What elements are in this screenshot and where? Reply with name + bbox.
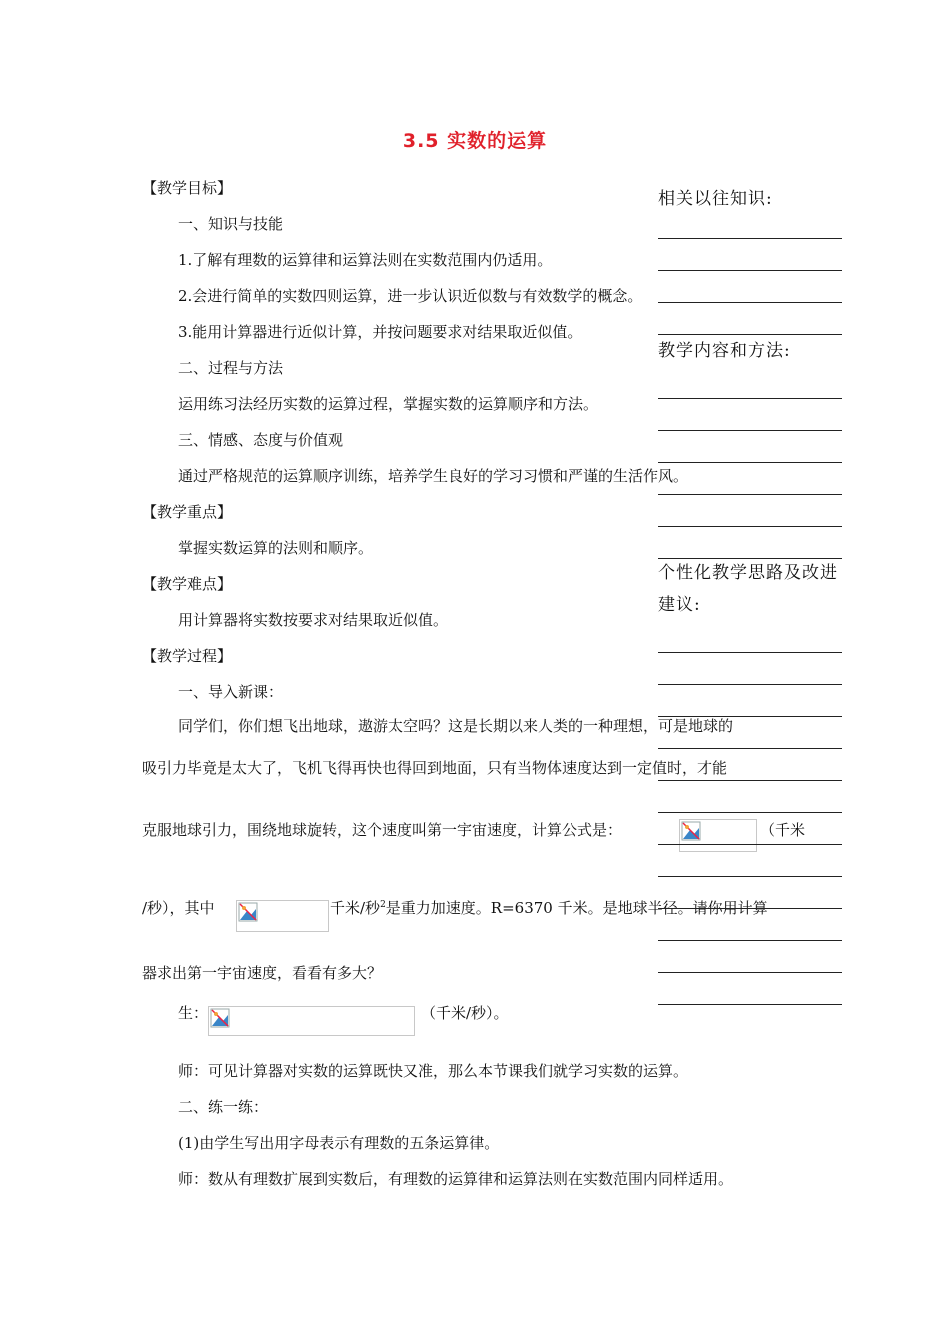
writing-line [658, 684, 842, 685]
writing-line [658, 652, 842, 653]
practice-item-1: (1)由学生写出用字母表示有理数的五条运算律。 [178, 1134, 500, 1152]
writing-line [658, 1004, 842, 1005]
side-note-content-method: 教学内容和方法: [658, 341, 791, 361]
broken-image-icon [681, 821, 701, 841]
intro-paragraph-line-1: 同学们，你们想飞出地球，遨游太空吗？这是长期以来人类的一种理想，可是地球的 [178, 717, 734, 735]
writing-line [658, 334, 842, 335]
intro-heading: 一、导入新课： [178, 683, 284, 701]
goal-1-heading: 一、知识与技能 [178, 215, 284, 233]
process-heading: 【教学过程】 [142, 647, 233, 665]
practice-heading: 二、练一练： [178, 1098, 269, 1116]
goal-1-item-2: 2.会进行简单的实数四则运算，进一步认识近似数与有效数学的概念。 [178, 287, 643, 305]
gravity-description: 是重力加速度。R=6370 千米。是地球半径。请你用计算 [385, 899, 768, 917]
writing-line [658, 526, 842, 527]
writing-line [658, 494, 842, 495]
student-unit: （千米/秒）。 [421, 1004, 509, 1022]
key-points-text: 掌握实数运算的法则和顺序。 [178, 539, 374, 557]
intro-paragraph-unit: （千米 [760, 821, 806, 839]
page-title: 3.5 实数的运算 [402, 130, 548, 152]
writing-line [658, 876, 842, 877]
difficulty-heading: 【教学难点】 [142, 575, 233, 593]
goal-1-item-1: 1.了解有理数的运算律和运算法则在实数范围内仍适用。 [178, 251, 553, 269]
writing-line [658, 940, 842, 941]
goal-2-text: 运用练习法经历实数的运算过程，掌握实数的运算顺序和方法。 [178, 395, 599, 413]
formula-image-velocity [679, 819, 757, 852]
gravity-unit: 千米/秒 [330, 899, 381, 917]
teacher-remark-1: 师：可见计算器对实数的运算既快又准，那么本节课我们就学习实数的运算。 [178, 1062, 689, 1080]
gravity-unit-exponent: 2 [380, 900, 386, 910]
goal-3-heading: 三、情感、态度与价值观 [178, 431, 344, 449]
side-note-personalized-line-1: 个性化教学思路及改进 [658, 563, 838, 583]
broken-image-icon [210, 1008, 230, 1028]
teacher-remark-2: 师：数从有理数扩展到实数后，有理数的运算律和运算法则在实数范围内同样适用。 [178, 1170, 734, 1188]
writing-line [658, 716, 842, 717]
writing-line [658, 270, 842, 271]
writing-line [658, 302, 842, 303]
side-note-prior-knowledge: 相关以往知识: [658, 189, 773, 209]
formula-image-gravity [236, 900, 329, 932]
goals-heading: 【教学目标】 [142, 179, 233, 197]
intro-paragraph-line-4-start: /秒），其中 [142, 899, 215, 917]
writing-line [658, 430, 842, 431]
writing-line [658, 812, 842, 813]
intro-paragraph-line-2: 吸引力毕竟是太大了，飞机飞得再快也得回到地面，只有当物体速度达到一定值时，才能 [142, 759, 728, 777]
intro-paragraph-line-3: 克服地球引力，围绕地球旋转，这个速度叫第一宇宙速度，计算公式是： [142, 821, 623, 839]
key-points-heading: 【教学重点】 [142, 503, 233, 521]
writing-line [658, 462, 842, 463]
writing-line [658, 558, 842, 559]
writing-line [658, 972, 842, 973]
writing-line [658, 748, 842, 749]
answer-image [208, 1006, 415, 1036]
side-note-personalized-line-2: 建议: [658, 595, 701, 615]
goal-3-text: 通过严格规范的运算顺序训练，培养学生良好的学习习惯和严谨的生活作风。 [178, 467, 689, 485]
writing-line [658, 780, 842, 781]
student-label: 生： [178, 1004, 209, 1022]
intro-paragraph-line-5: 器求出第一宇宙速度，看看有多大？ [142, 964, 383, 982]
writing-line [658, 398, 842, 399]
broken-image-icon [238, 902, 258, 922]
writing-line [658, 238, 842, 239]
writing-line [658, 908, 842, 909]
difficulty-text: 用计算器将实数按要求对结果取近似值。 [178, 611, 449, 629]
goal-2-heading: 二、过程与方法 [178, 359, 284, 377]
writing-line [658, 844, 842, 845]
goal-1-item-3: 3.能用计算器进行近似计算，并按问题要求对结果取近似值。 [178, 323, 583, 341]
